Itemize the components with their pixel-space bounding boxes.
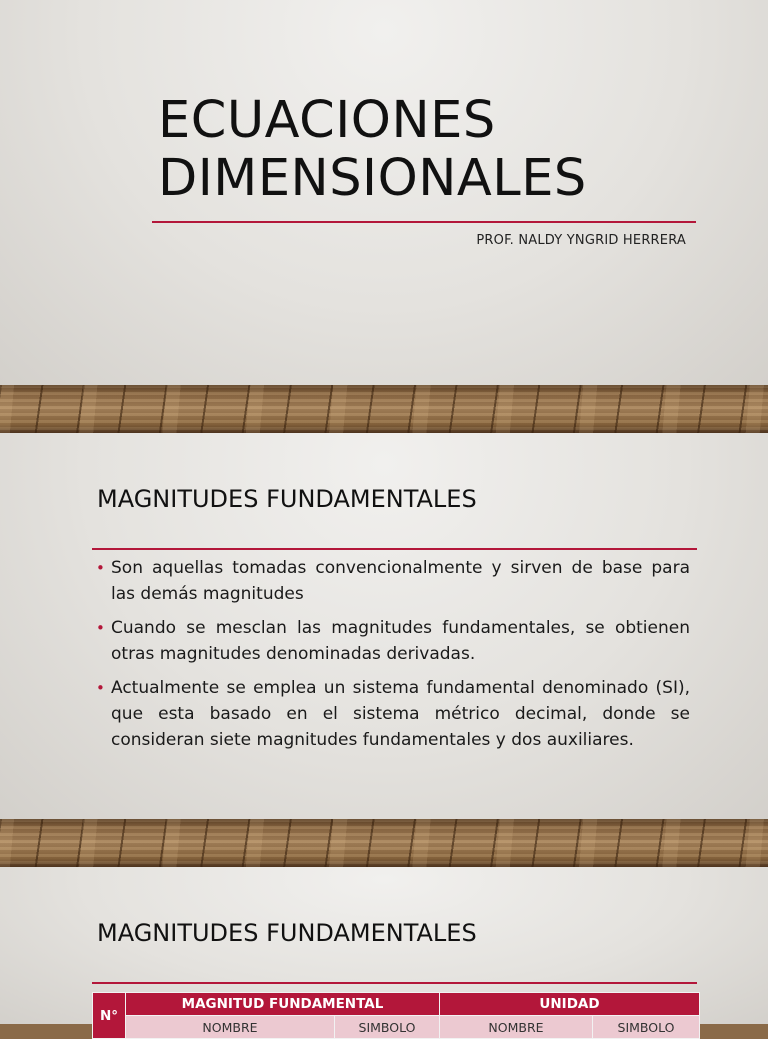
slide-subtitle: PROF. NALDY YNGRID HERRERA [476,233,686,248]
bullet-list [96,555,690,761]
subheader-simbolo: SIMBOLO [593,1016,700,1039]
bullet-dot-icon: • [96,679,105,697]
header-num: N° [93,993,126,1039]
bullet-item [96,615,690,667]
bullet-text: Actualmente se emplea un sistema fundamental denominado (SI), que esta basado en el sistema métrico decimal, donde se consideran siete magnitudes fundamentales y dos auxiliares. [111,678,690,750]
bullet-text: Son aquellas tomadas convencionalmente y sirven de base para las demás magnitudes [111,558,690,604]
slide-title [158,92,587,208]
subheader-nombre: NOMBRE [126,1016,335,1039]
slide-title-line-1: ECUACIONES [158,91,496,150]
wood-floor-divider [0,385,768,433]
section-divider [92,982,697,984]
section-title: MAGNITUDES FUNDAMENTALES [97,919,477,947]
section-title: MAGNITUDES FUNDAMENTALES [97,485,477,513]
bullet-dot-icon: • [96,559,105,577]
bullet-item [96,555,690,607]
wood-floor-divider [0,819,768,867]
bullet-item [96,675,690,753]
slide-title-line-2: DIMENSIONALES [158,149,587,208]
title-divider [152,221,696,223]
header-magnitud: MAGNITUD FUNDAMENTAL [126,993,440,1016]
bullet-text: Cuando se mesclan las magnitudes fundamentales, se obtienen otras magnitudes denominadas derivadas. [111,618,690,664]
table-slide [0,867,768,1035]
subheader-nombre: NOMBRE [440,1016,593,1039]
header-unidad: UNIDAD [440,993,700,1016]
table-header-row [93,993,700,1016]
subheader-simbolo: SIMBOLO [335,1016,440,1039]
title-slide [0,0,768,385]
magnitudes-table [92,992,700,1039]
section-divider [92,548,697,550]
bullet-dot-icon: • [96,619,105,637]
content-slide [0,433,768,819]
table-subheader-row [93,1016,700,1039]
